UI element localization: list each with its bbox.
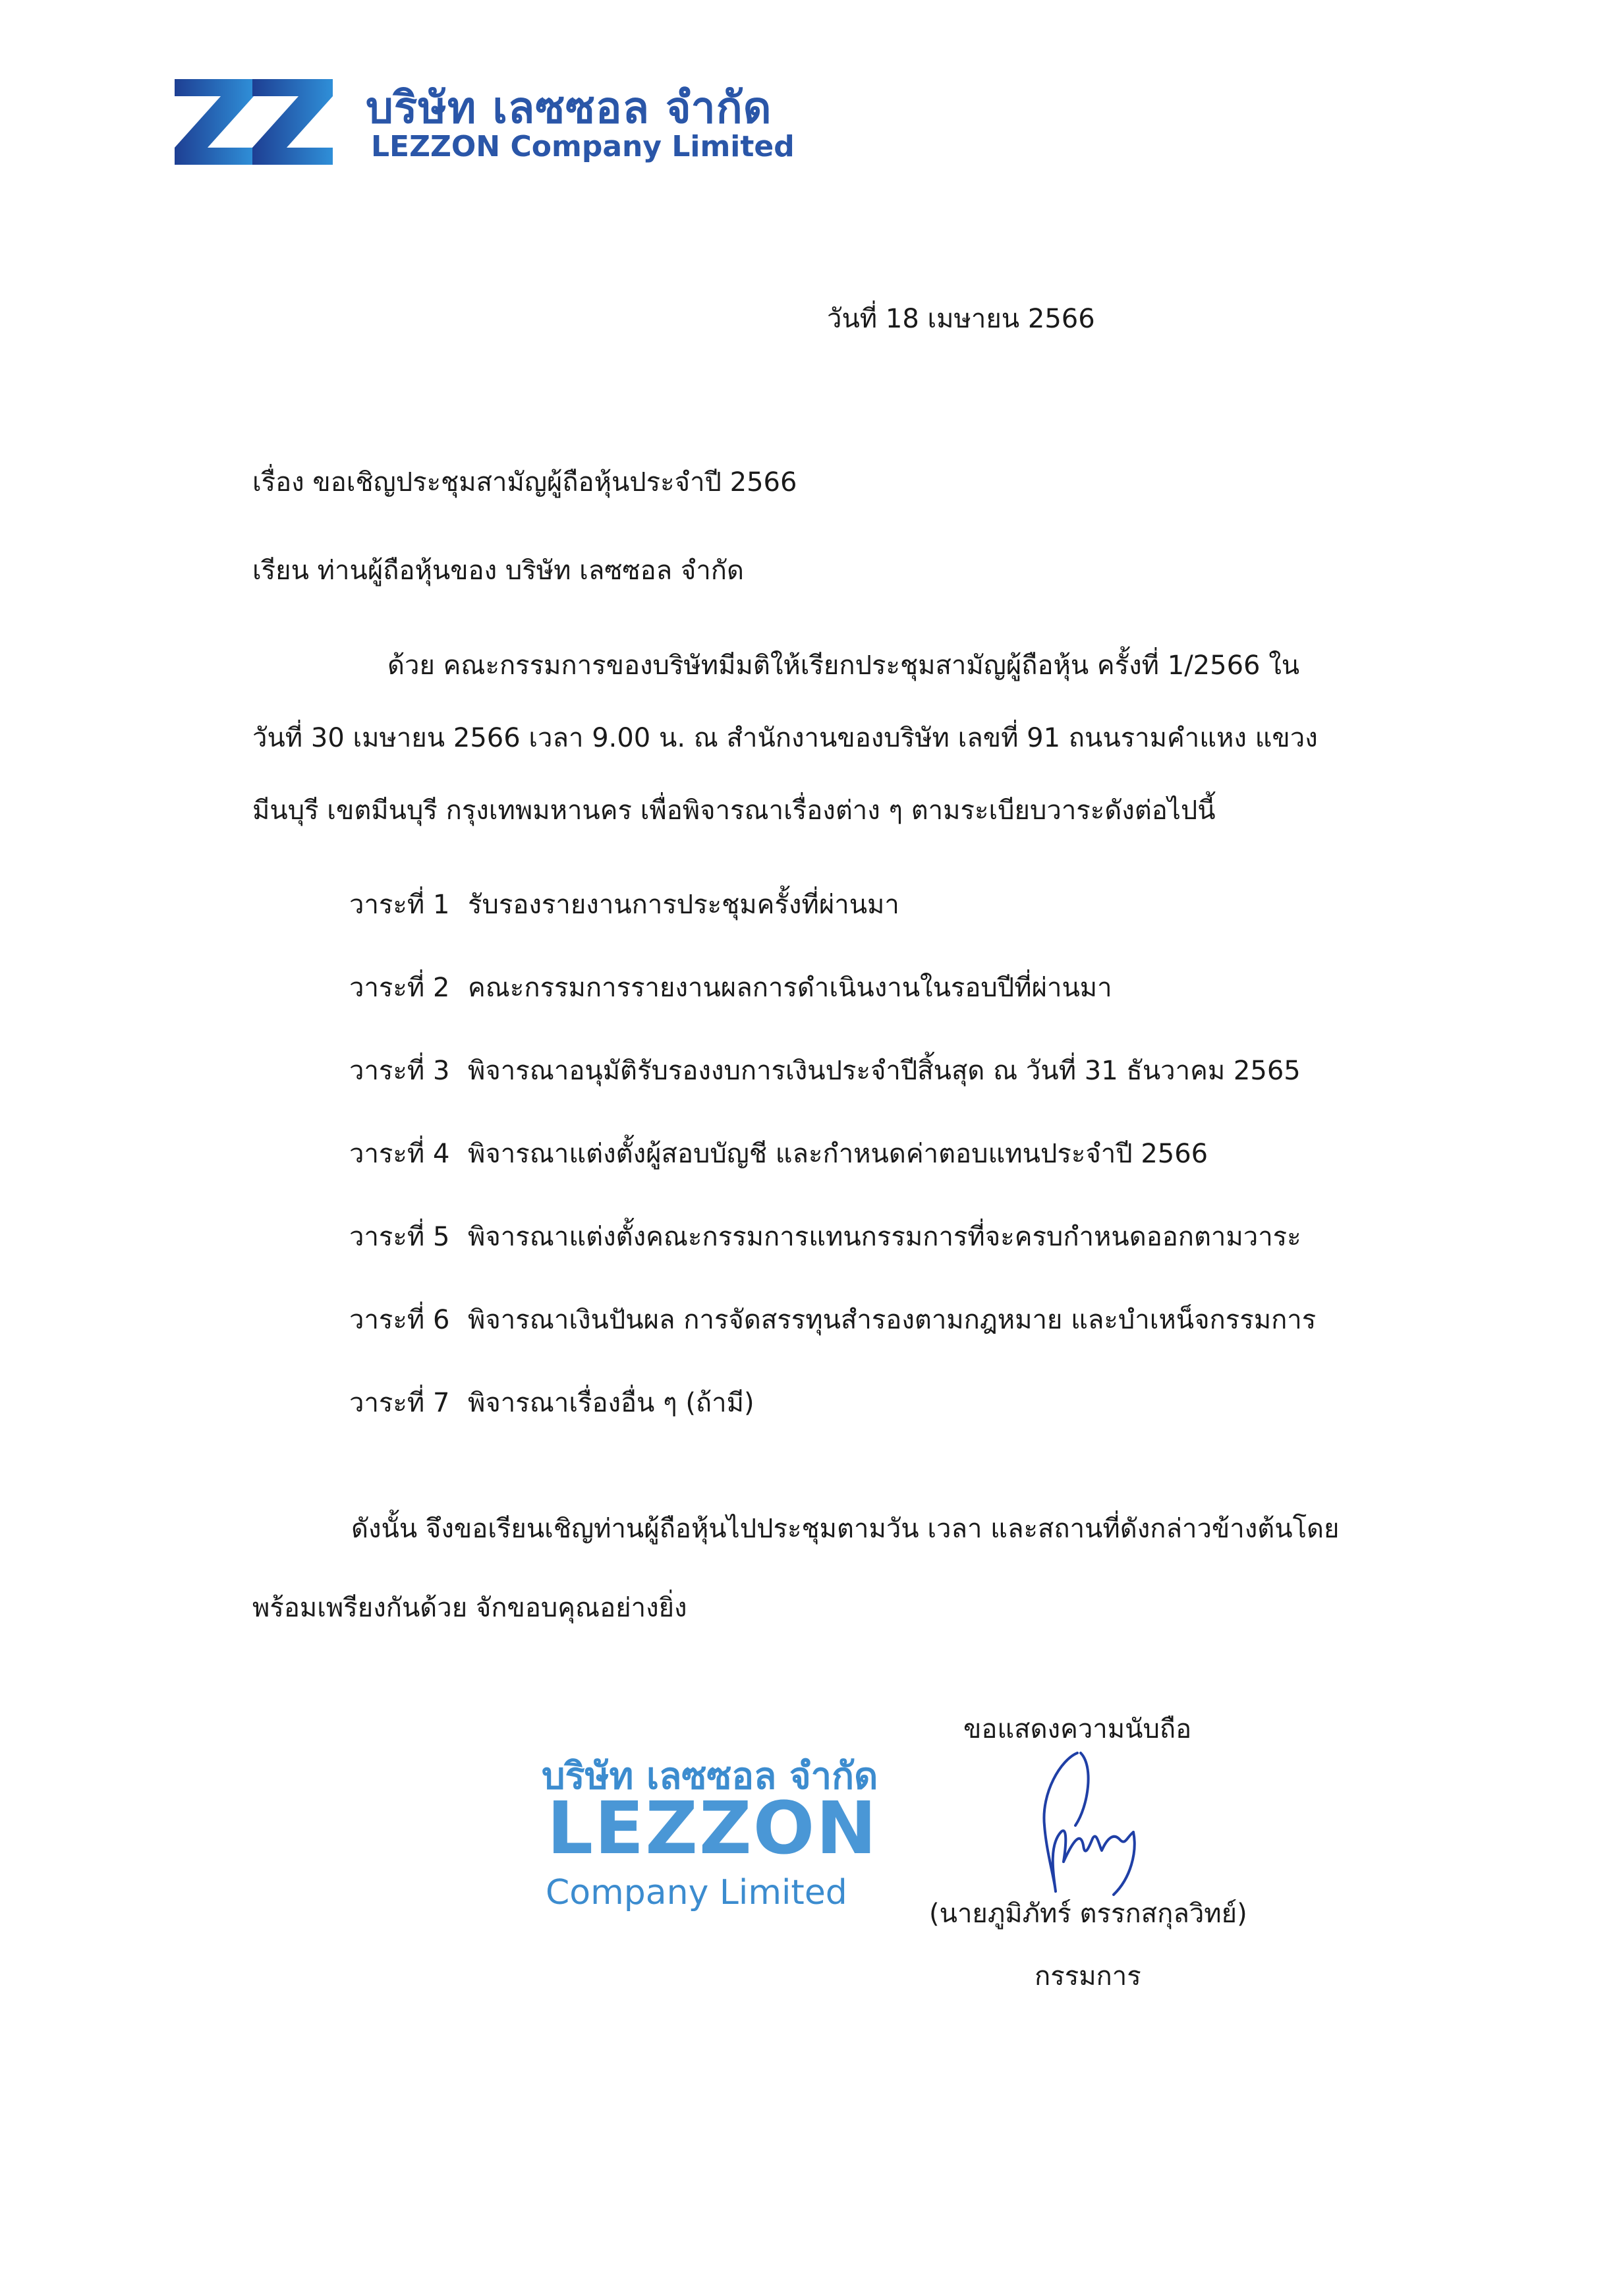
agenda-item	[349, 1381, 754, 1423]
body-line-2: วันที่ 30 เมษายน 2566 เวลา 9.00 น. ณ สำนักงานของบริษัท เลขที่ 91 ถนนรามคำแหง แขวง	[252, 723, 1318, 753]
agenda-text: รับรองรายงานการประชุมครั้งที่ผ่านมา	[468, 890, 899, 920]
sign-off-regards: ขอแสดงความนับถือ	[963, 1714, 1192, 1744]
letter-salutation: เรียน ท่านผู้ถือหุ้นของ บริษัท เลซซอล จำกัด	[252, 556, 744, 586]
agenda-item	[349, 1132, 1208, 1174]
agenda-item	[349, 1298, 1316, 1340]
closing-line-1: ดังนั้น จึงขอเรียนเชิญท่านผู้ถือหุ้นไปประชุมตามวัน เวลา และสถานที่ดังกล่าวข้างต้นโดย	[351, 1514, 1340, 1544]
company-name-thai: บริษัท เลซซอล จำกัด	[366, 82, 772, 133]
agenda-number: วาระที่ 2	[349, 973, 450, 1003]
body-line-3: มีนบุรี เขตมีนบุรี กรุงเทพมหานคร เพื่อพิจารณาเรื่องต่าง ๆ ตามระเบียบวาระดังต่อไปนี้	[252, 795, 1216, 826]
agenda-text: พิจารณาอนุมัติรับรองงบการเงินประจำปีสิ้นสุด ณ วันที่ 31 ธันวาคม 2565	[468, 1056, 1301, 1086]
agenda-number: วาระที่ 6	[349, 1305, 450, 1335]
company-stamp	[542, 1746, 884, 1924]
agenda-number: วาระที่ 4	[349, 1139, 450, 1169]
letter-subject: เรื่อง ขอเชิญประชุมสามัญผู้ถือหุ้นประจำปี 2566	[252, 467, 797, 498]
closing-line-2: พร้อมเพรียงกันด้วย จักขอบคุณอย่างยิ่ง	[252, 1593, 687, 1623]
agenda-number: วาระที่ 7	[349, 1388, 450, 1418]
agenda-number: วาระที่ 3	[349, 1056, 450, 1086]
agenda-item	[349, 1049, 1301, 1091]
company-name-english: LEZZON Company Limited	[371, 130, 795, 163]
signer-position: กรรมการ	[1035, 1961, 1141, 1992]
letter-date: วันที่ 18 เมษายน 2566	[827, 304, 1095, 334]
agenda-text: พิจารณาแต่งตั้งคณะกรรมการแทนกรรมการที่จะครบกำหนดออกตามวาระ	[468, 1222, 1301, 1252]
handwritten-signature	[1015, 1746, 1160, 1898]
agenda-text: พิจารณาเงินปันผล การจัดสรรทุนสำรองตามกฎหมาย และบำเหน็จกรรมการ	[468, 1305, 1317, 1335]
body-line-1: ด้วย คณะกรรมการของบริษัทมีมติให้เรียกประชุมสามัญผู้ถือหุ้น ครั้งที่ 1/2566 ใน	[387, 650, 1300, 681]
body-paragraph	[252, 629, 1389, 847]
stamp-line-brand: LEZZON	[547, 1786, 878, 1870]
stamp-line-english: Company Limited	[546, 1873, 847, 1912]
agenda-item	[349, 1215, 1301, 1257]
stamp-line-thai: บริษัท เลซซอล จำกัด	[542, 1755, 878, 1798]
signer-name: (นายภูมิภัทร์ ตรรกสกุลวิทย์)	[929, 1899, 1247, 1929]
agenda-item	[349, 966, 1112, 1008]
agenda-item	[349, 883, 899, 925]
agenda-number: วาระที่ 1	[349, 890, 450, 920]
agenda-number: วาระที่ 5	[349, 1222, 450, 1252]
agenda-text: คณะกรรมการรายงานผลการดำเนินงานในรอบปีที่ผ่านมา	[468, 973, 1112, 1003]
company-logo	[175, 79, 333, 165]
closing-paragraph	[252, 1489, 1389, 1648]
agenda-text: พิจารณาเรื่องอื่น ๆ (ถ้ามี)	[468, 1388, 754, 1418]
letterhead	[175, 69, 834, 175]
agenda-text: พิจารณาแต่งตั้งผู้สอบบัญชี และกำหนดค่าตอบแทนประจำปี 2566	[468, 1139, 1208, 1169]
